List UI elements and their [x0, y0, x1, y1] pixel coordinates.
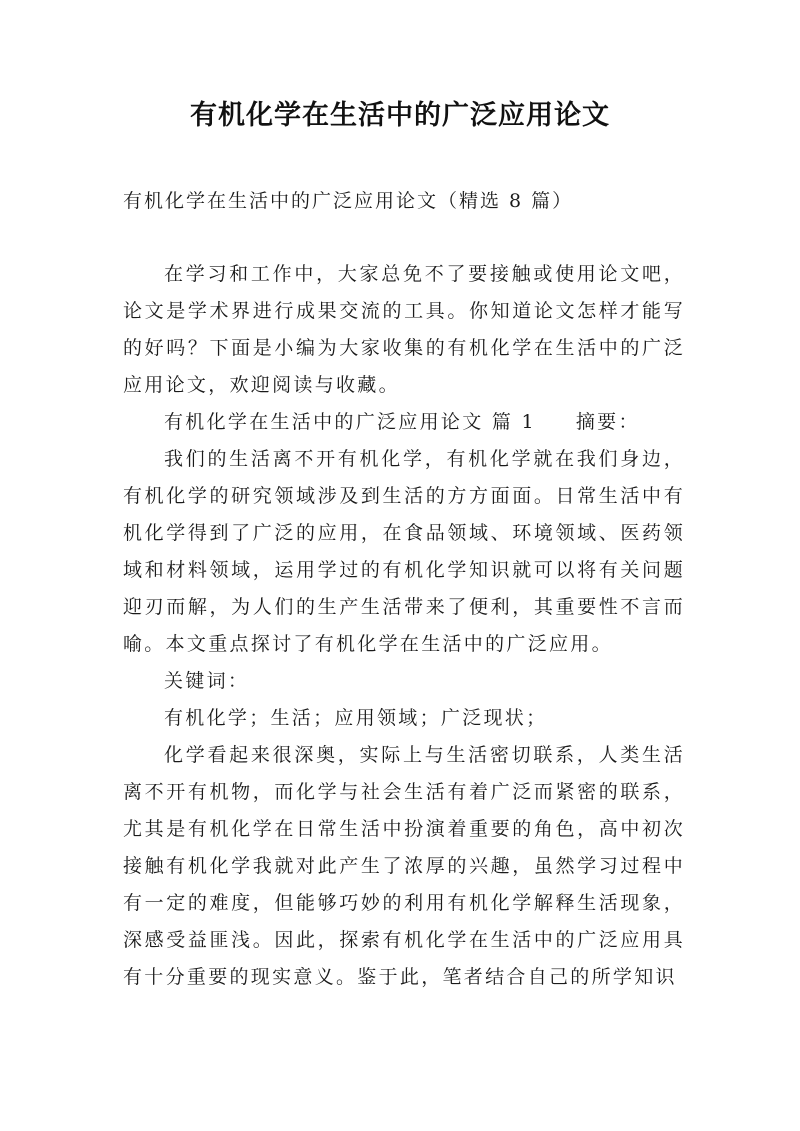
article-heading-line: [123, 404, 685, 441]
main-paragraph: 化学看起来很深奥，实际上与生活密切联系，人类生活离不开有机物，而化学与社会生活有着广泛而紧密的联系，尤其是有机化学在日常生活中扮演着重要的角色，高中初次接触有机化学我就对此产生了浓厚的兴趣，虽然学习过程中有一定的难度，但能够巧妙的利用有机化学解释生活现象，深感受益匪浅。因此，探索有机化学在生活中的广泛应用具有十分重要的现实意义。鉴于此，笔者结合自己的所学知识: [123, 744, 685, 988]
document-body: [123, 256, 685, 996]
keywords-label: 关键词：: [164, 670, 250, 692]
document-title: 有机化学在生活中的广泛应用论文: [190, 100, 610, 131]
abstract-label: 摘要：: [575, 411, 640, 433]
document-subtitle: 有机化学在生活中的广泛应用论文（精选 8 篇）: [123, 190, 574, 212]
abstract-paragraph: 我们的生活离不开有机化学，有机化学就在我们身边，有机化学的研究领域涉及到生活的方方面面。日常生活中有机化学得到了广泛的应用，在食品领域、环境领域、医药领域和材料领域，运用学过的有机化学知识就可以将有关问题迎刃而解，为人们的生产生活带来了便利，其重要性不言而喻。本文重点探讨了有机化学在生活中的广泛应用。: [123, 448, 685, 655]
intro-paragraph: 在学习和工作中，大家总免不了要接触或使用论文吧，论文是学术界进行成果交流的工具。你知道论文怎样才能写的好吗？下面是小编为大家收集的有机化学在生活中的广泛应用论文，欢迎阅读与收藏。: [123, 263, 685, 396]
keywords-paragraph: 有机化学；生活；应用领域；广泛现状；: [164, 707, 548, 729]
article-heading: 有机化学在生活中的广泛应用论文 篇 1: [164, 411, 536, 433]
